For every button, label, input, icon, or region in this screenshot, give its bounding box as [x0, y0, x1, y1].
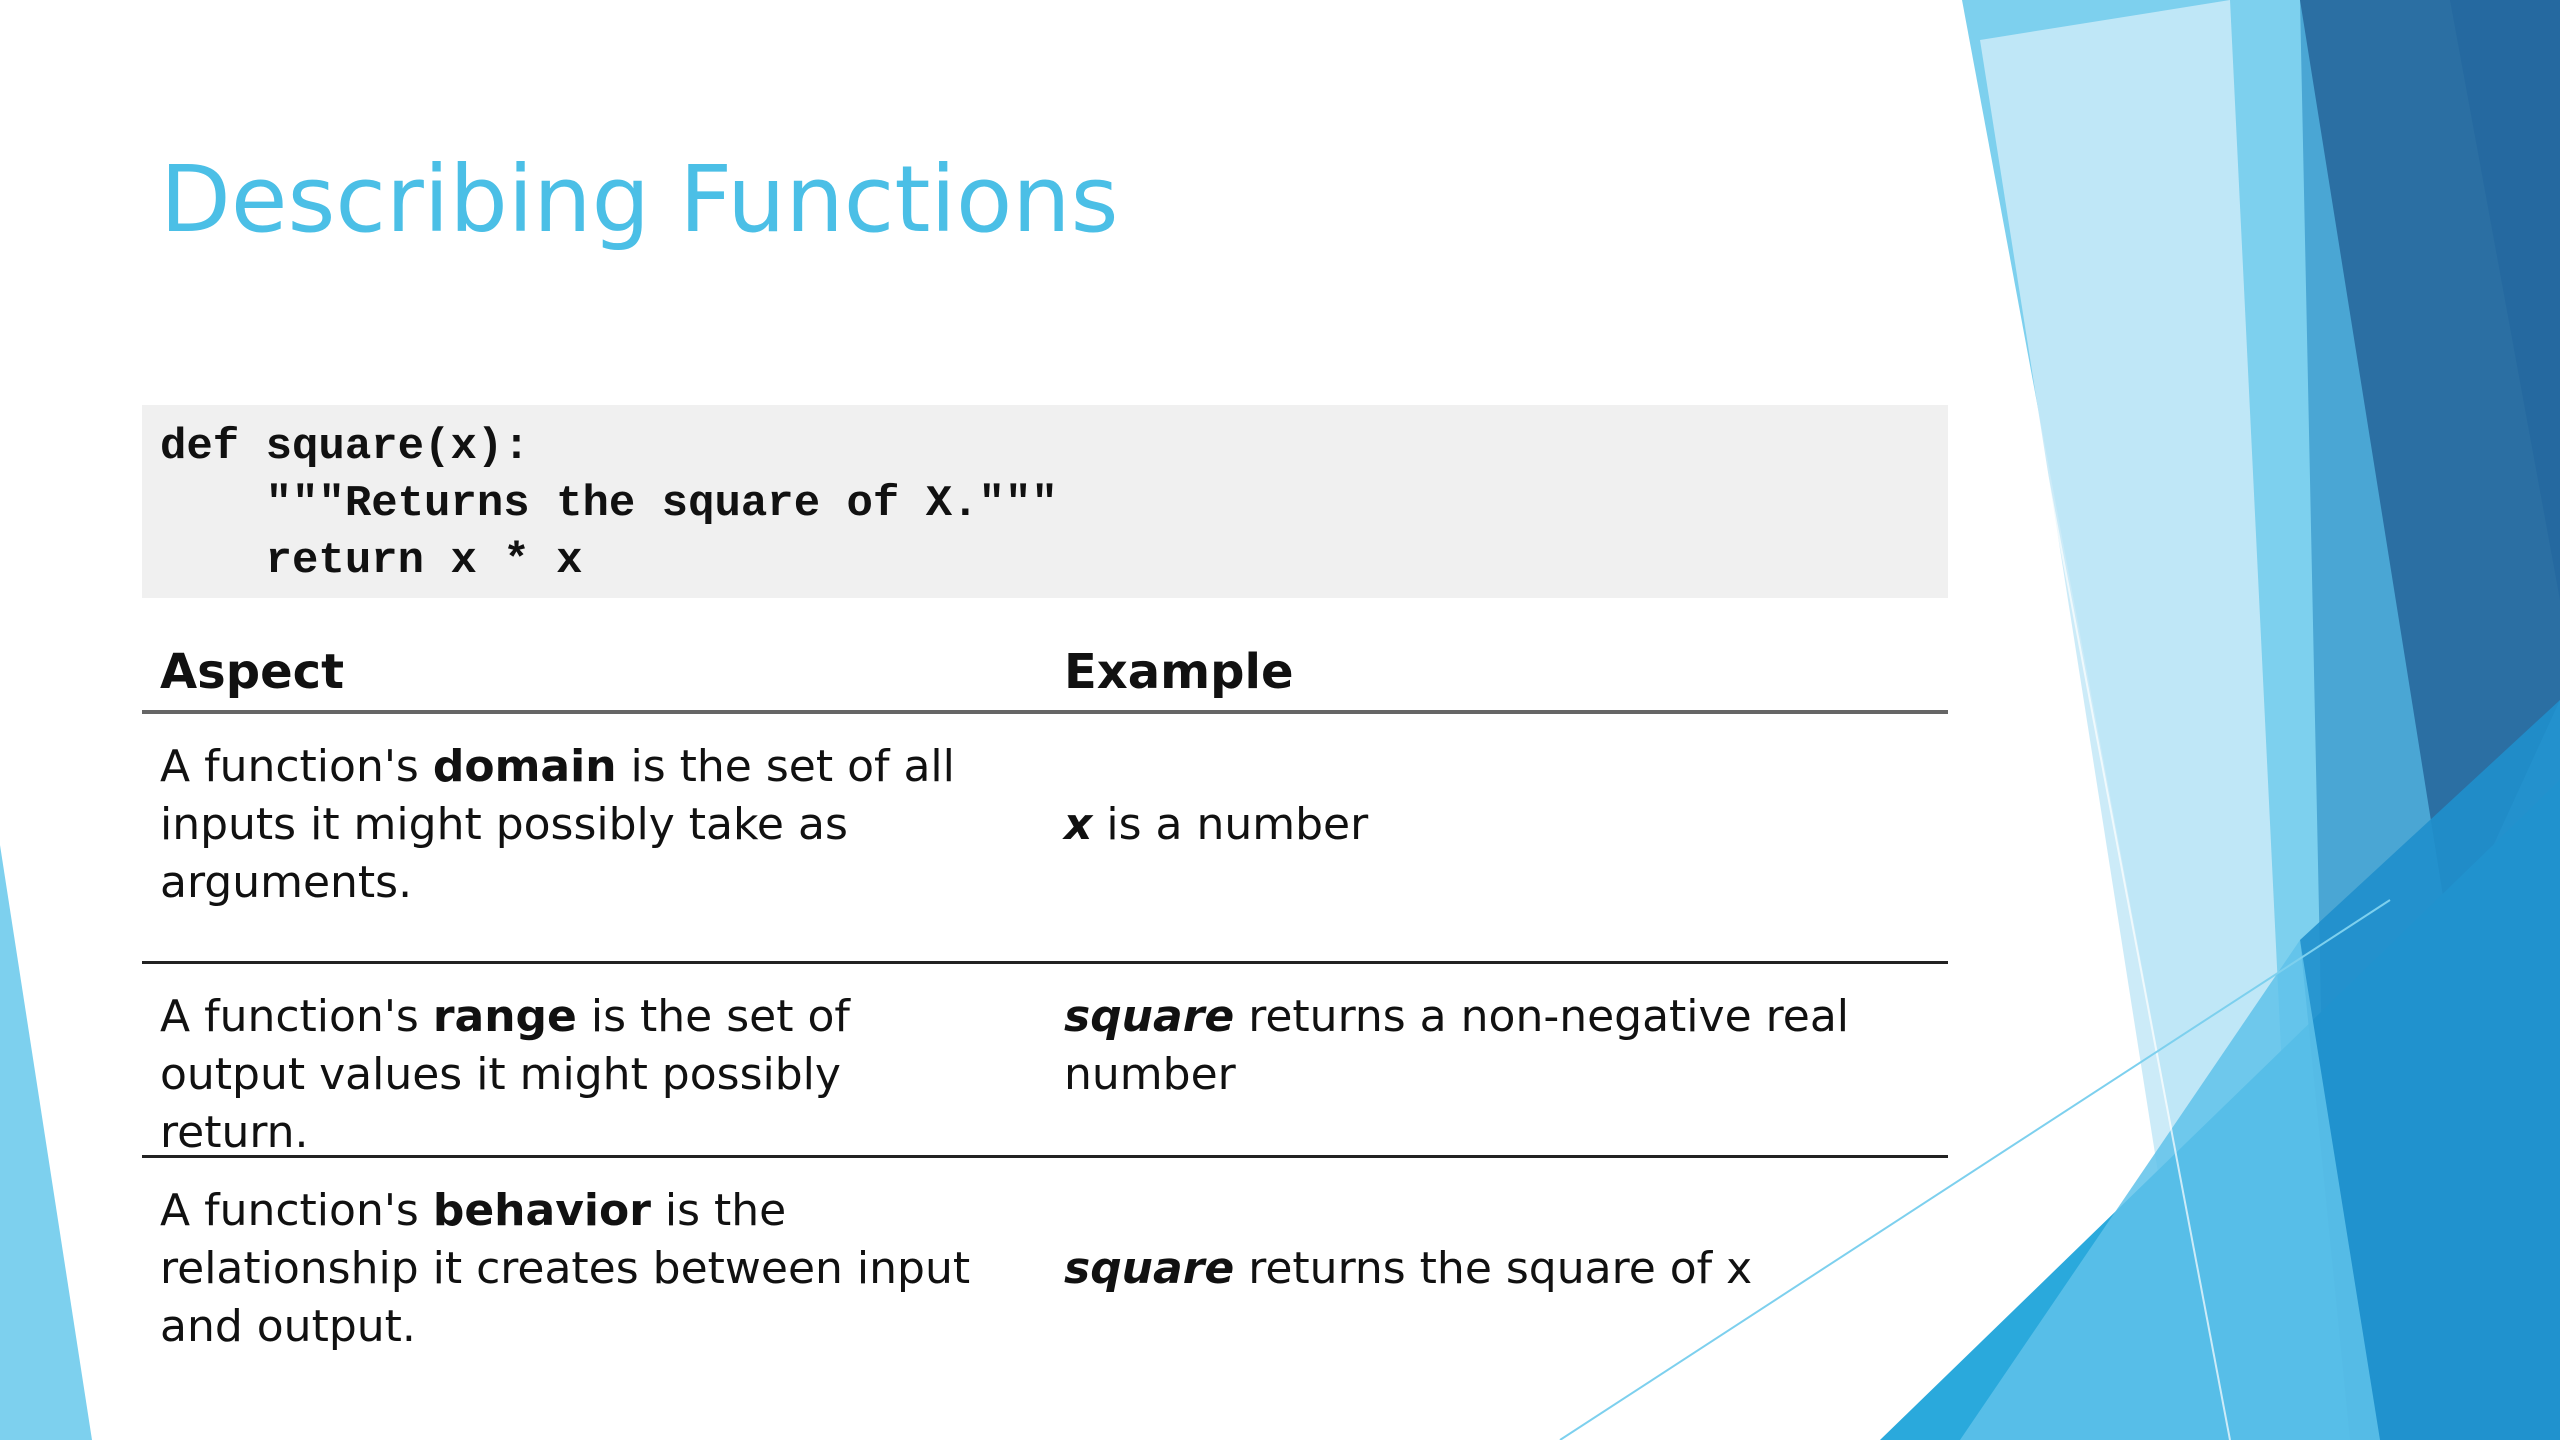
header-aspect: Aspect [160, 644, 345, 700]
example-text: is a number [1092, 799, 1369, 850]
table-header-row [142, 628, 1948, 714]
code-line: return x * x [160, 536, 583, 586]
code-line: def square(x): [160, 422, 530, 472]
example-cell [1064, 1240, 1924, 1298]
example-term: square [1064, 991, 1235, 1042]
header-example: Example [1064, 644, 1294, 700]
slide-title: Describing Functions [160, 146, 1119, 253]
table-row-range [142, 964, 1948, 1158]
example-term: square [1064, 1243, 1235, 1294]
aspect-term: behavior [432, 1185, 651, 1236]
aspect-description: is the relationship it creates between input and output. [160, 1185, 971, 1352]
table-row-domain [142, 714, 1948, 964]
aspect-description: is the set of all inputs it might possibly take as arguments. [160, 741, 955, 908]
code-block [142, 405, 1948, 598]
aspect-description: is the set of output values it might possibly return. [160, 991, 850, 1158]
aspect-cell [160, 1182, 1000, 1356]
left-facet [0, 845, 92, 1440]
example-cell [1064, 988, 1924, 1104]
aspect-prefix: A function's [160, 991, 433, 1042]
table-row-behavior [142, 1158, 1948, 1398]
code-line: """Returns the square of X.""" [160, 479, 1058, 529]
example-term: x [1064, 799, 1093, 850]
aspect-prefix: A function's [160, 741, 433, 792]
example-text: returns a non-negative real number [1064, 991, 1850, 1100]
example-text: returns the square of x [1234, 1243, 1753, 1294]
aspect-cell [160, 988, 1000, 1162]
aspect-table [142, 628, 1948, 1398]
aspect-term: domain [432, 741, 617, 792]
aspect-term: range [432, 991, 577, 1042]
example-cell [1064, 796, 1924, 854]
aspect-prefix: A function's [160, 1185, 433, 1236]
aspect-cell [160, 738, 1000, 912]
